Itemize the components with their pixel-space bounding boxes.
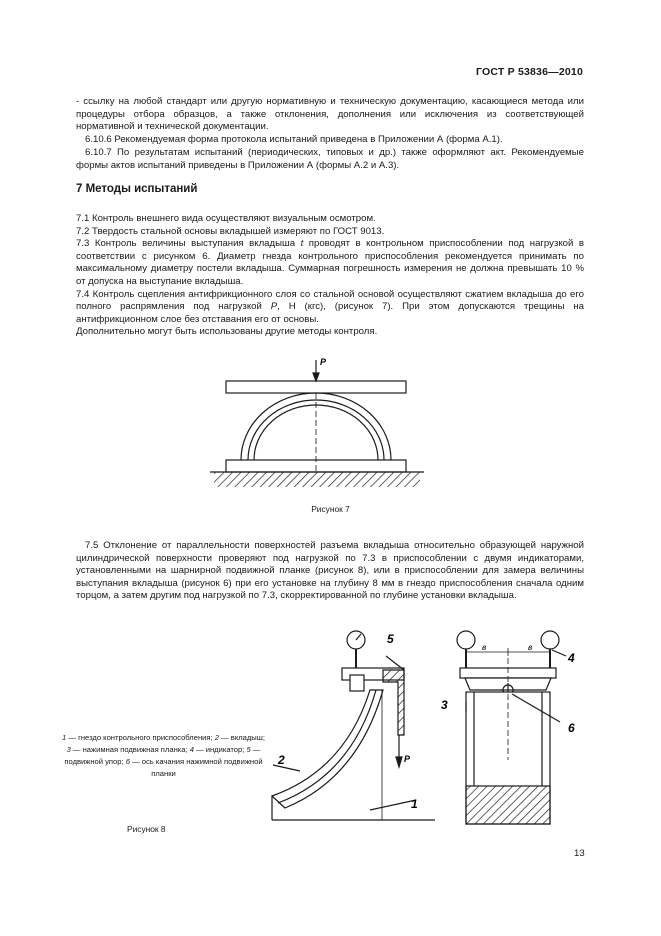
bullet-text: - ссылку на любой стандарт или другую нормативную и техническую документацию, касающиеся метода или процедуры отбора образцов, а также отклонения, дополнения или исключения из соответствующей нормативной и технической документации. bbox=[76, 96, 584, 133]
figure-8-left-view bbox=[272, 631, 435, 820]
figure-8-right-view bbox=[457, 631, 566, 824]
legend-text-6: — ось качания нажимной подвижной планки bbox=[129, 757, 263, 778]
fig7-load-label: P bbox=[320, 357, 327, 367]
label-5: 5 bbox=[387, 632, 394, 646]
bushing-inner-line bbox=[278, 690, 376, 803]
p-extra: Дополнительно могут быть использованы другие методы контроля. bbox=[76, 326, 378, 338]
page-number: 13 bbox=[574, 848, 585, 859]
document-header: ГОСТ Р 53836—2010 bbox=[475, 66, 583, 78]
leader-1 bbox=[370, 800, 416, 810]
label-6: 6 bbox=[568, 721, 575, 735]
leader-4 bbox=[552, 650, 566, 656]
p-6-10-6-text: 6.10.6 Рекомендуемая форма протокола испытаний приведена в Приложении А (форма А.1). bbox=[85, 134, 503, 145]
p-7-2: 7.2 Твердость стальной основы вкладышей измеряют по ГОСТ 9013. bbox=[76, 225, 385, 237]
load-arrow-head bbox=[313, 373, 319, 381]
legend-text-1: — гнездо контрольного приспособления; bbox=[66, 733, 215, 742]
p-7-3-var: t bbox=[300, 238, 304, 250]
indicator-holder bbox=[350, 675, 364, 691]
legend-num-5: 5 bbox=[246, 745, 251, 754]
p-7-5-text: 7.5 Отклонение от параллельности поверхностей разъема вкладыша относительно образующей наружной цилиндрической поверхности проверяют под нагрузкой по 7.3 в приспособлении с двумя индикаторами, установленными на шарнирной подвижной планке (рисунок 8), или в приспособлении для замера величины выступания вкладыша (рисунок 6) при его установке на глубину 8 мм в гнездо приспособления сначала одним торцом, а затем другим под нагрузкой по 7.3, скорректированной по глубине установки вкладыша. bbox=[76, 540, 584, 602]
label-4: 4 bbox=[568, 651, 575, 665]
indicator-gauge-left bbox=[457, 631, 475, 649]
figure-7 bbox=[210, 360, 424, 487]
p-7-4-a: 7.4 Контроль сцепления антифрикционного слоя со стальной основой осуществляют сжатием вкладыша до его полного распрямления под нагрузкой bbox=[76, 288, 584, 313]
movable-stop bbox=[383, 670, 404, 735]
p-6-10-7-text: 6.10.7 По результатам испытаний (периодических, типовых и др.) также оформляют акт. Рекомендуемые формы актов испытаний приведены в Приложении А (формы А.2 и А.3). bbox=[76, 147, 584, 171]
indicator-gauge-right bbox=[541, 631, 559, 649]
legend-num-1: 1 bbox=[62, 733, 67, 742]
upper-press-plate bbox=[226, 381, 406, 393]
label-3: 3 bbox=[441, 698, 448, 712]
dim-label-b: в bbox=[528, 643, 533, 652]
label-1: 1 bbox=[411, 797, 418, 811]
figure-7-caption: Рисунок 7 bbox=[311, 504, 350, 514]
legend-text-4: — индикатор; bbox=[193, 745, 247, 754]
p-7-3-a: 7.3 Контроль величины выступания вкладыша bbox=[76, 238, 301, 250]
section-7-heading: 7 Методы испытаний bbox=[76, 183, 198, 195]
load-arrow bbox=[396, 757, 402, 767]
legend-num-4: 4 bbox=[189, 745, 194, 754]
dim-label-a: в bbox=[482, 643, 487, 652]
p-7-1: 7.1 Контроль внешнего вида осуществляют визуальным осмотром. bbox=[76, 213, 376, 224]
p-7-4-b: , Н (кгс), (рисунок 7). При этом допускаются трещины на антифрикционном слое без отставания его от основы. bbox=[76, 301, 584, 325]
legend-num-6: 6 bbox=[125, 757, 130, 766]
label-2: 2 bbox=[278, 753, 285, 767]
base-hatch bbox=[214, 472, 420, 487]
p-7-3-b: проводят в контрольном приспособлении под нагрузкой в соответствии с рисунком 6. Диаметр гнезда контрольного приспособления рекомендуется принимать по максимальному диаметру постели вкладыша. Суммарная погрешность измерения не должна превышать 10 % от допуска на выступание вкладыша. bbox=[76, 238, 584, 287]
legend-text-3: — нажимная подвижная планка; bbox=[70, 745, 190, 754]
label-load: P bbox=[404, 754, 411, 764]
figure-8-caption: Рисунок 8 bbox=[127, 824, 166, 834]
p-7-4-var: P bbox=[270, 301, 278, 313]
legend-num-3: 3 bbox=[66, 745, 71, 754]
legend-num-2: 2 bbox=[214, 733, 219, 742]
legend-text-5: — подвижной упор; bbox=[64, 745, 261, 766]
legend-text-2: — вкладыш; bbox=[218, 733, 265, 742]
bushing-profile bbox=[272, 690, 383, 808]
base-hatch bbox=[466, 786, 550, 824]
